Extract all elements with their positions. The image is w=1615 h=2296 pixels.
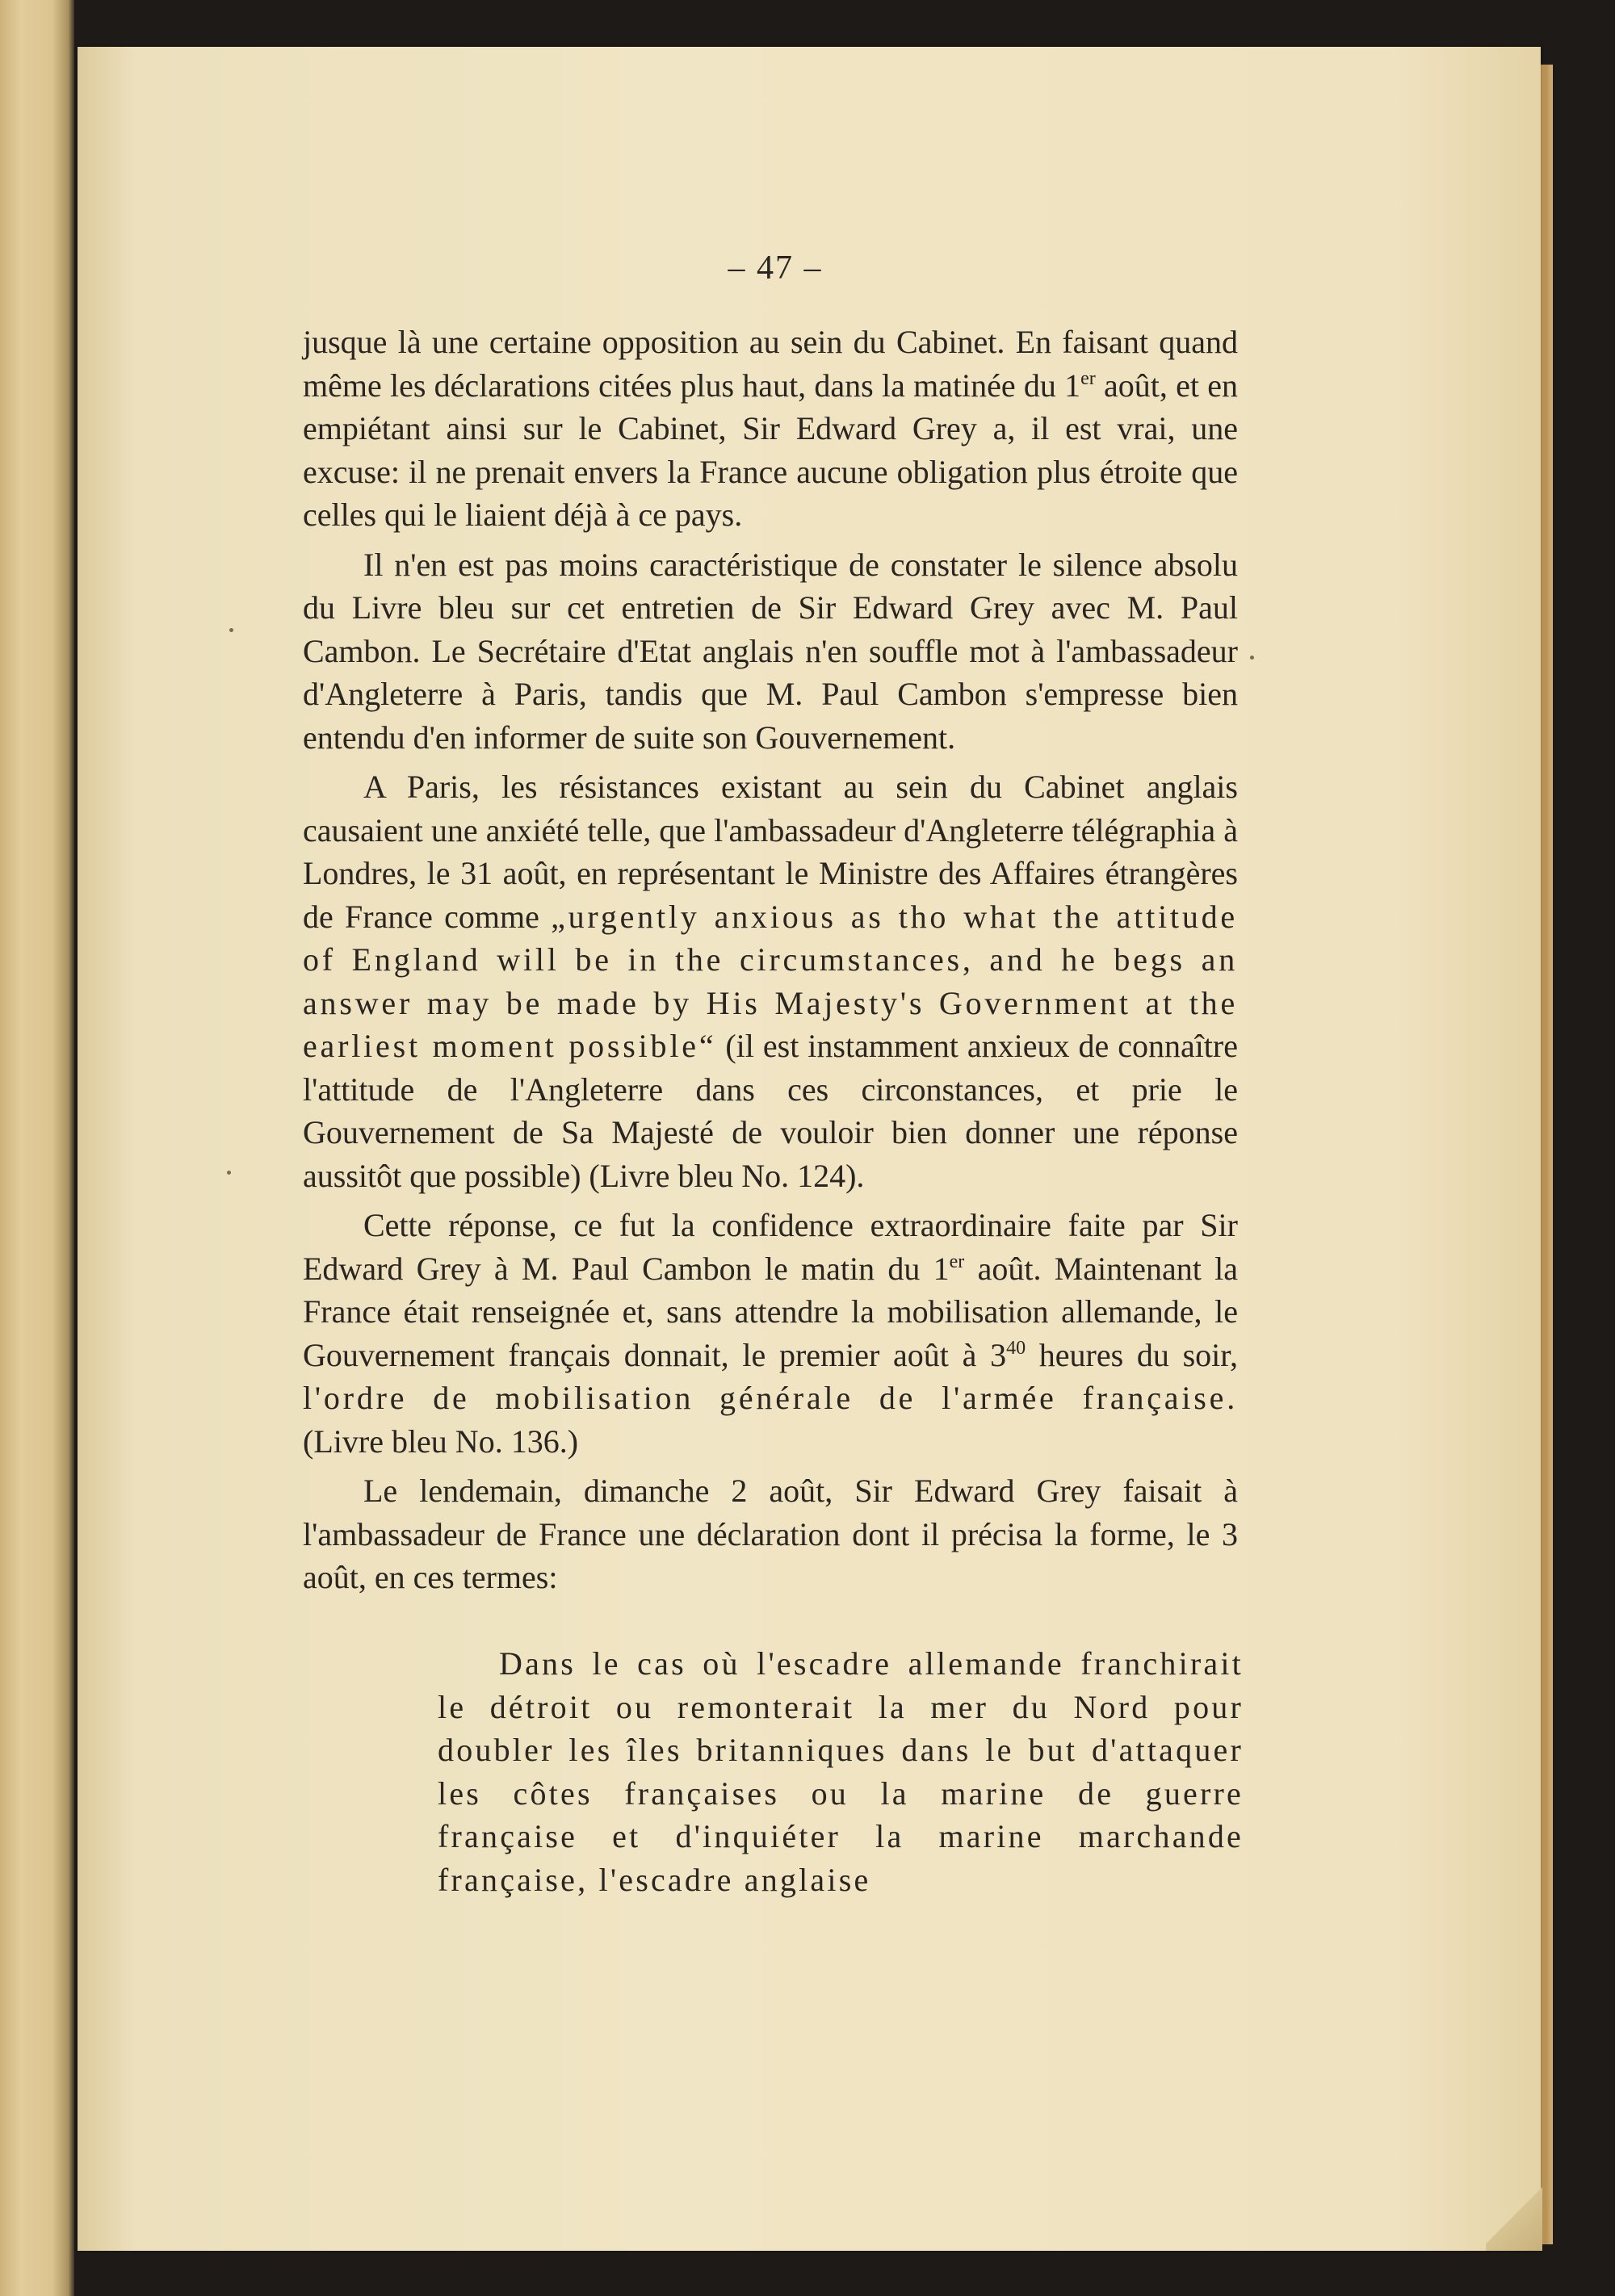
paragraph-1-part-a: jusque là une certaine opposition au sein du Cabinet. En faisant quand même les déclarations citées plus haut, dans la matinée du 1	[303, 324, 1238, 404]
paper-spot	[1250, 656, 1254, 660]
superscript: er	[1080, 367, 1096, 389]
paragraph-3-part-a: A Paris, les résistances existant au sein du Cabinet anglais causaient une anxiété telle, que l'ambassadeur d'Angleterre télégraphia à Londres, le 31 août, en représentant le Ministre des Affaires étrangères de France comme	[303, 769, 1238, 935]
emphasized-text: l'ordre de mobilisation générale de l'armée française.	[303, 1380, 1238, 1416]
page-corner-fold	[1486, 2180, 1542, 2251]
block-quote	[438, 1642, 1244, 1901]
superscript: 40	[1006, 1337, 1026, 1359]
superscript: er	[949, 1251, 965, 1272]
paper-spot	[227, 1171, 231, 1175]
paragraph-1-part-b: août, et en empiétant ainsi sur le Cabinet, Sir Edward Grey a, il est vrai, une excuse: il ne prenait envers la France aucune obligation plus étroite que celles qui le liaient déjà à ce pays.	[303, 367, 1238, 533]
paragraph-4-part-b: août. Maintenant la France était renseignée et, sans attendre la mobilisation allemande, le Gouvernement français donnait, le premier août à 3	[303, 1250, 1238, 1373]
paragraph-3	[303, 765, 1238, 1197]
body-text	[303, 321, 1238, 1599]
paragraph-4-part-d: (Livre bleu No. 136.)	[303, 1422, 579, 1460]
page-number: – 47 –	[728, 249, 823, 287]
paragraph-4-part-a: Cette réponse, ce fut la confidence extraordinaire faite par Sir Edward Grey à M. Paul Cambon le matin du 1	[303, 1207, 1238, 1287]
paper-spot	[229, 628, 233, 632]
paragraph-5: Le lendemain, dimanche 2 août, Sir Edward Grey faisait à l'ambassadeur de France une déclaration dont il précisa la forme, le 3 août, en ces termes:	[303, 1473, 1238, 1595]
facing-page-margin	[0, 0, 23, 2296]
paragraph-4	[303, 1204, 1238, 1463]
paragraph-3-part-b: (il est instamment anxieux de connaître l'attitude de l'Angleterre dans ces circonstances, et prie le Gouvernement de Sa Majesté de vouloir bien donner une réponse aussitôt que possible) (Livre bleu No. 124).	[303, 1028, 1238, 1194]
quote-paragraph: Dans le cas où l'escadre allemande franchirait le détroit ou remonterait la mer du Nord pour doubler les îles britanniques dans le but d'attaquer les côtes françaises ou la marine de guerre française et d'inquiéter la marine marchande française, l'escadre anglaise	[438, 1645, 1244, 1898]
paragraph-1	[303, 321, 1238, 537]
english-quotation: „urgently anxious as tho what the attitude of England will be in the circumstances, and he begs an answer may be made by His Majesty's Government at the earliest moment possible“	[303, 898, 1238, 1064]
paragraph-2: Il n'en est pas moins caractéristique de constater le silence absolu du Livre bleu sur cet entretien de Sir Edward Grey avec M. Paul Cambon. Le Secrétaire d'Etat anglais n'en souffle mot à l'ambassadeur d'Angleterre à Paris, tandis que M. Paul Cambon s'empresse bien entendu d'en informer de suite son Gouvernement.	[303, 546, 1238, 756]
facing-page-edge	[0, 0, 74, 2296]
paragraph-4-part-c: heures du soir,	[1026, 1336, 1238, 1373]
